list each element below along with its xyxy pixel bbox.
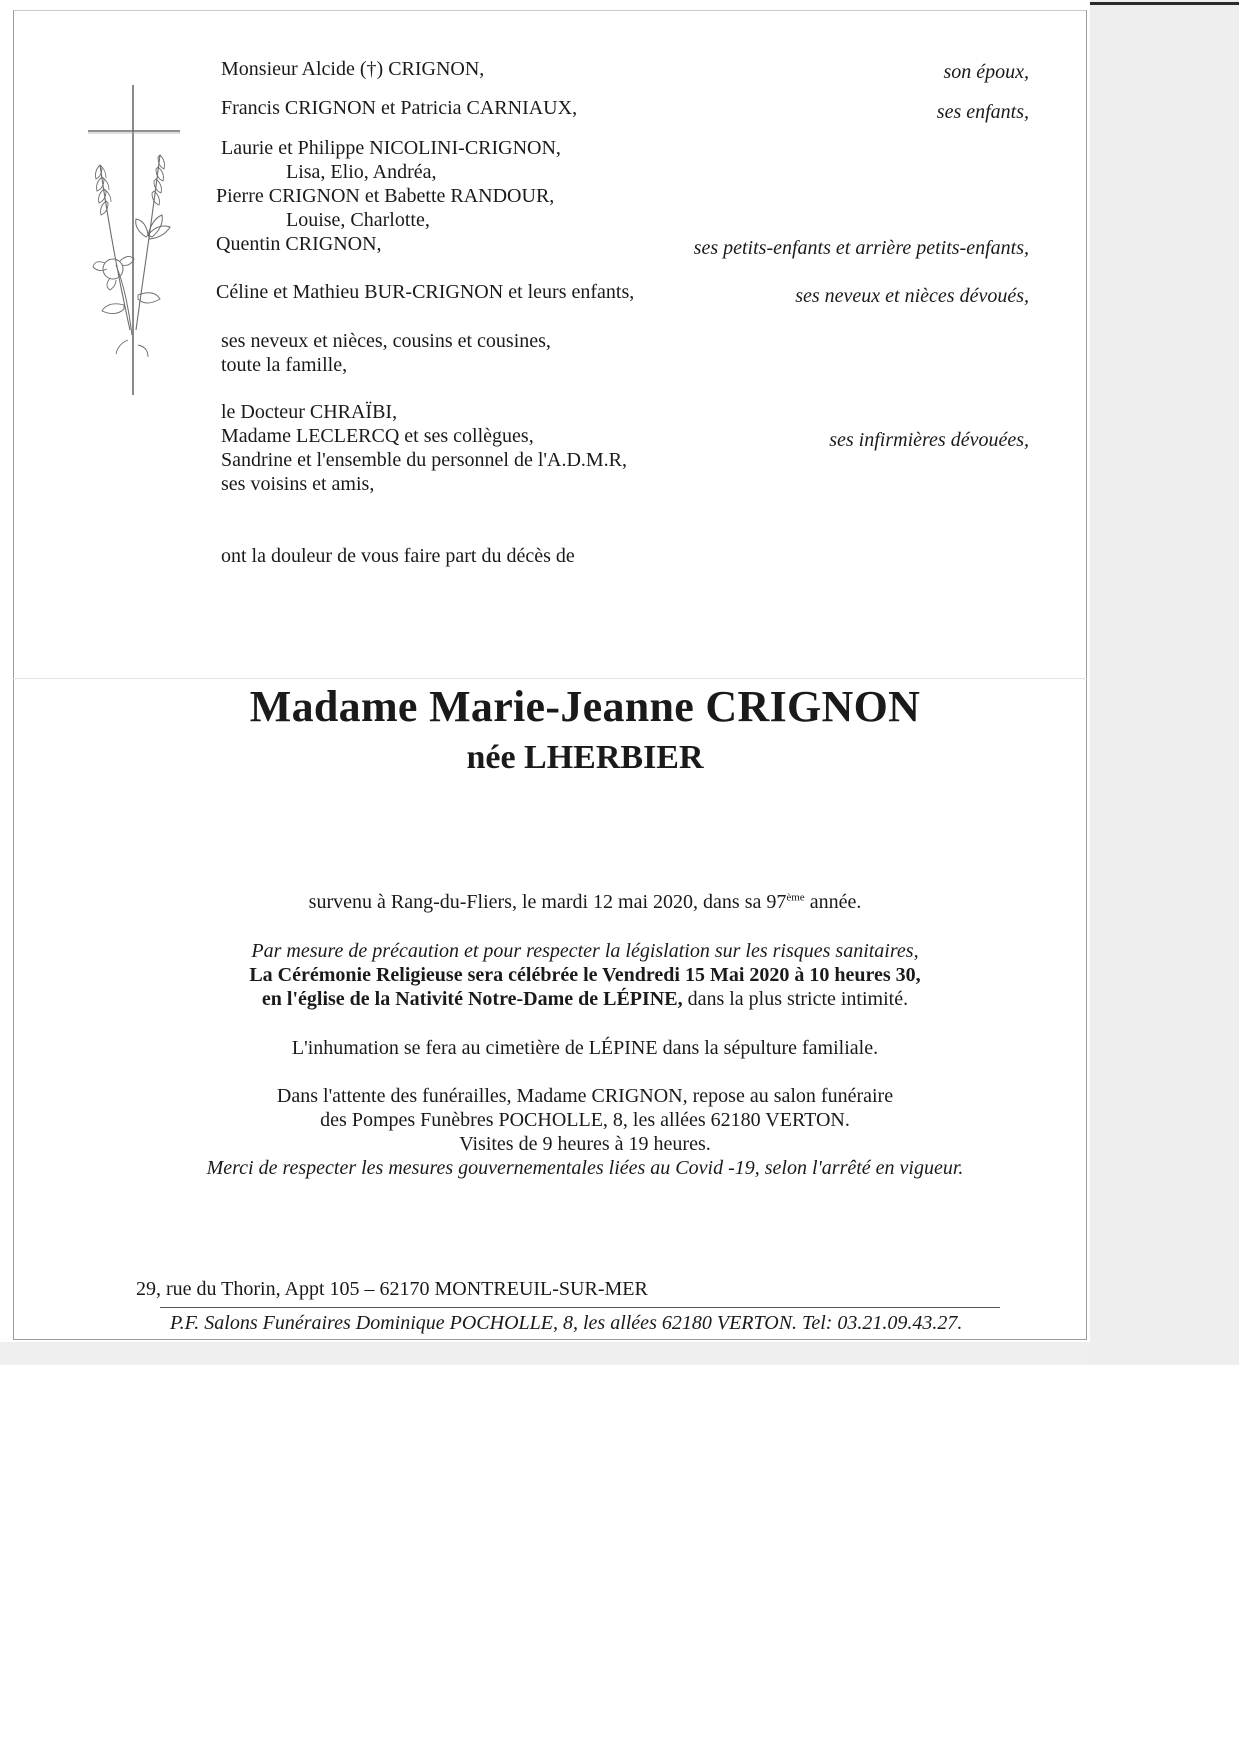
burial-text: L'inhumation se fera au cimetière de LÉPINE dans la sépulture familiale. [291, 1037, 879, 1059]
deceased-birth-name: née LHERBIER [466, 739, 704, 776]
visitation-line: Dans l'attente des funérailles, Madame CRIGNON, repose au salon funéraire [276, 1085, 894, 1107]
home-address: 29, rue du Thorin, Appt 105 – 62170 MONTREUIL-SUR-MER [136, 1278, 648, 1300]
funeral-home-info: P.F. Salons Funéraires Dominique POCHOLLE, 8, les allées 62180 VERTON. Tel: 03.21.09.43.27. [170, 1312, 963, 1334]
relation-label: ses enfants, [936, 101, 1029, 123]
family-name-line: Sandrine et l'ensemble du personnel de l'A.D.M.R, [221, 449, 628, 471]
church-name: en l'église de la Nativité Notre-Dame de LÉPINE, [261, 988, 683, 1010]
visitation-line: des Pompes Funèbres POCHOLLE, 8, les allées 62180 VERTON. [320, 1109, 850, 1131]
family-name-line: Monsieur Alcide (†) CRIGNON, [221, 58, 485, 80]
death-suffix: année. [804, 891, 862, 913]
death-details [0, 890, 1170, 914]
family-name-line: le Docteur CHRAÏBI, [221, 401, 398, 423]
family-name-line: Madame LECLERCQ et ses collègues, [221, 425, 534, 447]
deceased-name: Madame Marie-Jeanne CRIGNON [249, 682, 921, 731]
paper-fold-line [13, 678, 1087, 679]
scan-edge-line [1090, 2, 1239, 5]
ordinal-superscript: ème [786, 891, 805, 904]
visitation-hours: Visites de 9 heures à 19 heures. [459, 1133, 711, 1155]
church-line [0, 987, 1170, 1011]
family-name-line: Laurie et Philippe NICOLINI-CRIGNON, [221, 137, 561, 159]
family-name-line: Pierre CRIGNON et Babette RANDOUR, [216, 185, 555, 207]
scan-background-bottom [0, 1342, 1090, 1365]
relation-label: ses petits-enfants et arrière petits-enfants, [693, 237, 1029, 259]
family-name-line: Lisa, Elio, Andréa, [286, 161, 437, 183]
family-name-line: Louise, Charlotte, [286, 209, 430, 231]
relation-label: son époux, [943, 61, 1029, 83]
cross-with-flowers-icon [80, 85, 180, 400]
ceremony-line: La Cérémonie Religieuse sera célébrée le Vendredi 15 Mai 2020 à 10 heures 30, [249, 964, 921, 986]
death-text: survenu à Rang-du-Fliers, le mardi 12 mai 2020, dans sa 97 [308, 891, 787, 913]
family-name-line: ses neveux et nièces, cousins et cousines, [221, 330, 551, 352]
announcement-text: ont la douleur de vous faire part du décès de [221, 545, 575, 567]
family-name-line: Francis CRIGNON et Patricia CARNIAUX, [221, 97, 578, 119]
church-rest: dans la plus stricte intimité. [682, 988, 909, 1010]
relation-label: ses infirmières dévouées, [829, 429, 1029, 451]
family-name-line: Quentin CRIGNON, [216, 233, 382, 255]
family-name-line: ses voisins et amis, [221, 473, 375, 495]
precaution-text: Par mesure de précaution et pour respecter la législation sur les risques sanitaires, [251, 940, 919, 962]
family-name-line: Céline et Mathieu BUR-CRIGNON et leurs enfants, [216, 281, 635, 303]
footer-divider [160, 1307, 1000, 1308]
relation-label: ses neveux et nièces dévoués, [795, 285, 1029, 307]
covid-notice: Merci de respecter les mesures gouvernementales liées au Covid -19, selon l'arrêté en vigueur. [206, 1157, 964, 1179]
family-name-line: toute la famille, [221, 354, 348, 376]
